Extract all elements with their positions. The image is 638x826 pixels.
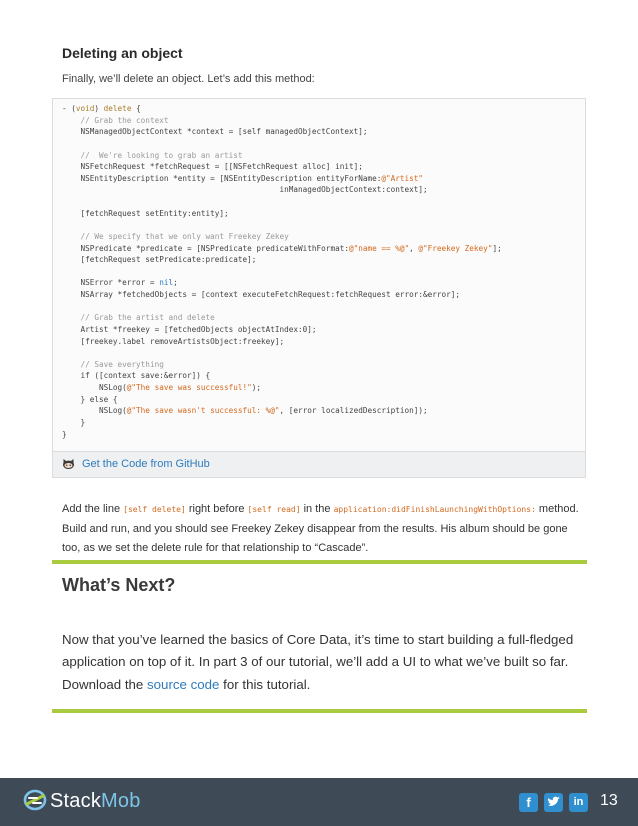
source-code-link[interactable]: source code [147,677,220,692]
code-line [62,267,67,276]
section-intro: Finally, we’ll delete an object. Let’s add this method: [62,73,315,85]
instructions-paragraph [62,500,587,559]
code-line: [freekey.label removeArtistsObject:freekey]; [62,336,285,346]
code-line: [fetchRequest setEntity:entity]; [62,208,229,218]
code-line [62,197,67,206]
code-line: // Grab the context [80,115,169,125]
code-line: NSLog(@"The save was successful!"); [62,383,262,392]
github-octocat-icon [62,458,75,470]
facebook-icon[interactable]: f [519,793,538,812]
code-line: NSError *error = nil; [62,278,178,288]
code-line: if ([context save:&error]) { [62,371,211,381]
code-block [52,98,586,478]
github-link[interactable]: Get the Code from GitHub [82,458,210,470]
code-line: Artist *freekey = [fetchedObjects objectAtIndex:0]; [62,324,317,334]
section-heading: Deleting an object [62,45,183,61]
code-line: NSEntityDescription *entity = [NSEntityDescription entityForName:@"Artist" [62,173,424,183]
code-line: } [62,417,86,427]
instructions-text: method. Build and run, and you should see Freekey Zekey disappear from the results. His album should be gone too, as we set the delete rule for that relationship to “Cascade”. [62,503,579,554]
instructions-text: right before [185,503,248,515]
code-line: NSArray *fetchedObjects = [context executeFetchRequest:fetchRequest error:&error]; [62,290,461,299]
stackmob-logo [50,790,141,813]
stackmob-logo-icon [22,788,48,812]
logo-stack: Stack [50,790,102,812]
code-line: // Grab the artist and delete [80,313,215,323]
code-line: // We specify that we only want Freekey Zekey [80,231,289,241]
code-line: [fetchRequest setPredicate:predicate]; [62,255,257,265]
inline-code-app-method: application:didFinishLaunchingWithOptions: [333,505,536,514]
code-line: // Save everything [80,359,164,369]
linkedin-icon[interactable]: in [569,793,588,812]
code-line [62,302,67,311]
github-bar [53,451,585,477]
code-line: // We're looking to grab an artist [80,150,243,160]
code-line: NSManagedObjectContext *context = [self managedObjectContext]; [62,127,368,137]
code-line: NSFetchRequest *fetchRequest = [[NSFetchRequest alloc] init]; [62,162,363,172]
whats-next-heading: What’s Next? [62,575,176,595]
download-line [62,677,310,692]
footer [0,778,638,826]
code-listing [62,103,502,440]
code-line: - (void) delete { [62,104,141,113]
section-divider-bottom [52,709,587,713]
code-line: NSLog(@"The save wasn't successful: %@", [error localizedDescription]); [62,406,428,416]
code-line: inManagedObjectContext:context]; [62,185,428,195]
code-line [62,139,67,148]
twitter-icon[interactable] [544,793,563,812]
instructions-text: Add the line [62,503,124,515]
logo-mob: Mob [101,790,141,812]
inline-code-self-read: [self read] [247,505,301,514]
code-line: } [62,429,67,439]
whats-next-body: Now that you’ve learned the basics of Core Data, it’s time to start building a full-fledged application on top of it. In part 3 of our tutorial, we’ll add a UI to what we’ve built so far. [62,632,574,669]
code-line: NSPredicate *predicate = [NSPredicate predicateWithFormat:@"name == %@", @"Freekey Zekey"]; [62,243,502,253]
download-prefix: Download the [62,677,148,692]
section-divider-top [52,560,587,564]
code-line [62,220,67,229]
code-line [62,348,67,357]
inline-code-self-delete: [self delete] [123,505,186,514]
code-line: } else { [62,394,118,404]
instructions-text: in the [300,503,334,515]
twitter-bird-icon [544,793,563,812]
download-suffix: for this tutorial. [219,677,311,692]
page-number: 13 [600,792,618,809]
